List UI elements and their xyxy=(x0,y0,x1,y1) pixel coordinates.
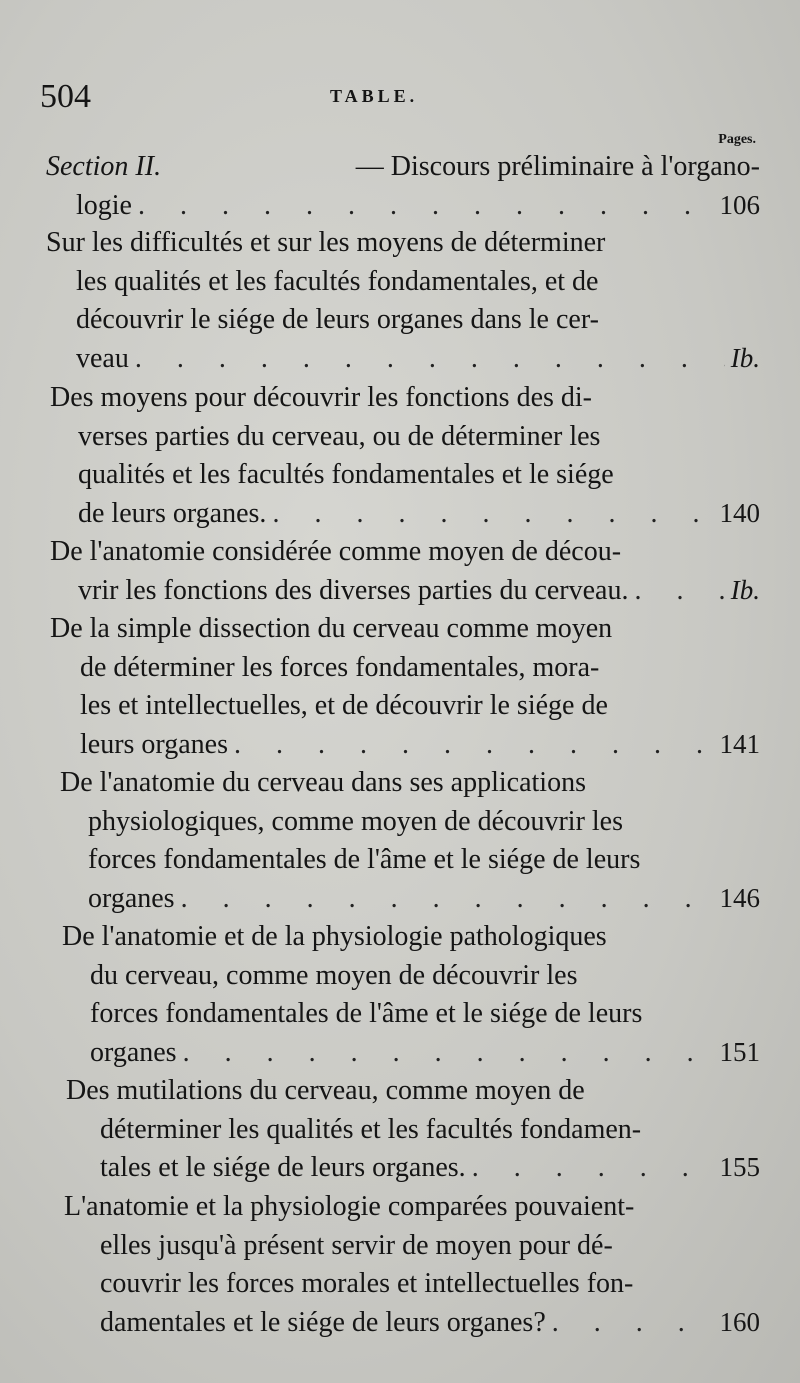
entry-text: couvrir les forces morales et intellectuelles fon- xyxy=(100,1268,634,1299)
toc-entry-line xyxy=(50,379,760,416)
entry-text: forces fondamentales de l'âme et le siége de leurs xyxy=(88,844,641,875)
page-reference: 151 xyxy=(719,1036,760,1067)
entry-text: damentales et le siége de leurs organes? xyxy=(100,1306,546,1338)
dot-leader xyxy=(552,1304,714,1341)
page-reference: 146 xyxy=(719,882,760,913)
toc-entry-line xyxy=(88,841,760,878)
dot-leader xyxy=(472,1149,714,1186)
toc-entry-line xyxy=(100,1265,760,1302)
entry-text: De l'anatomie considérée comme moyen de décou- xyxy=(50,536,622,567)
toc-entry-line xyxy=(78,456,760,493)
entry-text: les et intellectuelles, et de découvrir le siége de xyxy=(80,690,608,721)
toc-entry-line xyxy=(100,1227,760,1264)
dot-leader xyxy=(183,1034,714,1071)
toc-entry-line xyxy=(76,187,760,224)
entry-text: logie xyxy=(76,189,132,221)
entry-text: forces fondamentales de l'âme et le siége de leurs xyxy=(90,998,643,1029)
entry-text: tales et le siége de leurs organes. xyxy=(100,1152,466,1183)
entry-text: physiologiques, comme moyen de découvrir les xyxy=(88,805,623,837)
entry-text: verses parties du cerveau, ou de déterminer les xyxy=(78,420,601,452)
dot-leader xyxy=(181,880,714,917)
toc-entry-line xyxy=(90,995,760,1032)
toc-entry-line xyxy=(78,418,760,455)
entry-text: — Discours préliminaire à l'organo- xyxy=(355,151,760,182)
page-reference: 106 xyxy=(719,189,760,220)
page-reference: 160 xyxy=(719,1306,760,1337)
toc-entry-line xyxy=(76,301,760,338)
entry-text: elles jusqu'à présent servir de moyen pour dé- xyxy=(100,1229,613,1261)
toc-entry-line xyxy=(76,263,760,300)
dot-leader xyxy=(634,572,724,609)
section-label: Section II. xyxy=(46,151,162,182)
running-title: TABLE. xyxy=(330,86,419,106)
page-reference: Ib. xyxy=(730,342,760,373)
page-header xyxy=(0,78,800,118)
dot-leader xyxy=(138,187,714,224)
page-number: 504 xyxy=(40,78,91,115)
entry-text: de leurs organes. xyxy=(78,497,267,529)
entry-text: De l'anatomie et de la physiologie pathologiques xyxy=(62,921,607,952)
dot-leader xyxy=(135,340,725,377)
entry-text: L'anatomie et la physiologie comparées pouvaient- xyxy=(64,1191,635,1222)
page-reference: Ib. xyxy=(730,574,760,605)
toc-entry-line xyxy=(50,533,760,570)
toc-entry-line xyxy=(64,1188,760,1225)
entry-text: veau xyxy=(76,342,129,374)
toc-entry-line xyxy=(66,1072,760,1109)
page-reference: 140 xyxy=(719,497,760,528)
toc-entry-line xyxy=(80,687,760,724)
entry-text: vrir les fonctions des diverses parties du cerveau. xyxy=(78,574,629,606)
toc-entry-line xyxy=(50,610,760,647)
toc-entry-line xyxy=(90,957,760,994)
toc-entry-line xyxy=(78,495,760,532)
page-reference: 141 xyxy=(719,728,760,759)
entry-text: De la simple dissection du cerveau comme moyen xyxy=(50,613,613,644)
entry-text: leurs organes xyxy=(80,728,228,760)
toc-entry-line xyxy=(60,764,760,801)
dot-leader xyxy=(234,726,714,763)
dot-leader xyxy=(272,495,713,532)
toc-entry-line xyxy=(80,649,760,686)
entry-text: déterminer les qualités et les facultés fondamen- xyxy=(100,1113,642,1145)
toc-entry-line xyxy=(100,1111,760,1148)
entry-text: Des moyens pour découvrir les fonctions des di- xyxy=(50,382,592,413)
toc-entry-line xyxy=(100,1304,760,1341)
entry-text: de déterminer les forces fondamentales, mora- xyxy=(80,651,600,683)
entry-text: organes xyxy=(90,1036,177,1068)
entry-text: qualités et les facultés fondamentales et le siége xyxy=(78,459,614,490)
entry-text: Des mutilations du cerveau, comme moyen de xyxy=(66,1075,585,1106)
toc-entry-line xyxy=(62,918,760,955)
entry-text: Sur les difficultés et sur les moyens de déterminer xyxy=(46,227,606,258)
toc-entry-line xyxy=(78,572,760,609)
toc-entry-line xyxy=(76,340,760,377)
toc-entry-line xyxy=(46,148,760,185)
pages-column-label: Pages. xyxy=(718,132,756,147)
page-reference: 155 xyxy=(719,1152,760,1182)
toc-entry-line xyxy=(100,1149,760,1186)
toc-entry-line xyxy=(88,880,760,917)
entry-text: les qualités et les facultés fondamentales, et de xyxy=(76,265,599,297)
entry-text: du cerveau, comme moyen de découvrir les xyxy=(90,959,578,991)
entry-text: découvrir le siége de leurs organes dans le cer- xyxy=(76,304,599,335)
toc-entry-line xyxy=(88,803,760,840)
toc-entry-line xyxy=(80,726,760,763)
toc-entry-line xyxy=(46,224,760,261)
entry-text: organes xyxy=(88,882,175,914)
entry-text: De l'anatomie du cerveau dans ses applications xyxy=(60,767,586,798)
toc-entry-line xyxy=(90,1034,760,1071)
